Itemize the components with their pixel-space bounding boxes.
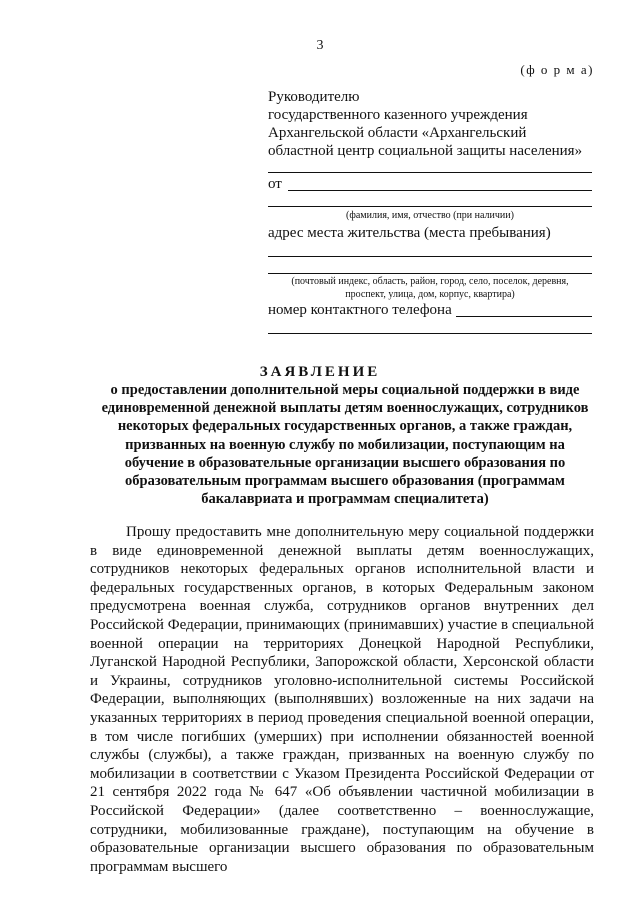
address-field-line[interactable] <box>268 273 592 274</box>
phone-label: номер контактного телефона <box>268 302 452 318</box>
from-label: от <box>268 176 282 192</box>
address-caption: проспект, улица, дом, корпус, квартира) <box>345 289 515 300</box>
addressee-block <box>268 88 594 160</box>
form-mark: (ф о р м а) <box>520 62 594 77</box>
address-label: адрес места жительства (места пребывания) <box>268 225 551 241</box>
name-field-line[interactable] <box>268 206 592 207</box>
phone-field-line[interactable] <box>268 333 592 334</box>
addressee-line: Архангельской области «Архангельский <box>268 125 527 141</box>
name-caption: (фамилия, имя, отчество (при наличии) <box>346 210 514 221</box>
address-caption: (почтовый индекс, область, район, город, село, поселок, деревня, <box>291 276 569 287</box>
statement-title: ЗАЯВЛЕНИЕ <box>259 364 381 380</box>
blank-line <box>268 172 592 173</box>
addressee-line: государственного казенного учреждения <box>268 107 528 123</box>
phone-field-line[interactable] <box>456 316 592 317</box>
statement-body: Прошу предоставить мне дополнительную меру социальной поддержки в виде единовременной денежной выплаты детям военнослужащих, сотрудников некоторых федеральных органов исполнительной власти и федеральных государственных органов, в которых Федеральным законом предусмотрена военная служба, сотрудников органов внутренних дел Российской Федерации, принимающих (принимавших) участие в специальной военной операции на территориях Донецкой Народной Республики, Луганской Народной Республики, Запорожской области, Херсонской области и Украины, сотрудников уголовно-исполнительной системы Российской Федерации, выполняющих (выполнявших) возложенные на них задачи на указанных территориях в период проведения специальной военной операции, в том числе погибших (умерших) при исполнении обязанностей военной службы (службы), а также граждан, призванных на военную службу по мобилизации в соответствии с Указом Президента Российской Федерации от 21 сентября 2022 года № 647 «Об объявлении частичной мобилизации в Российской Федерации» (далее соответственно – военнослужащие, сотрудники, мобилизованные граждане), поступающим на обучение в образовательные организации высшего образования по образовательным программам высшего <box>90 524 594 875</box>
from-field-line[interactable] <box>288 190 592 191</box>
page-number: 3 <box>316 38 324 53</box>
statement-subtitle: о предоставлении дополнительной меры социальной поддержки в виде единовременной денежной выплаты детям военнослужащих, сотрудников некоторых федеральных государственных органов, а также граждан, призванных на военную службу по мобилизации, поступающим на обучение в образовательные организации высшего образования по образовательным программам высшего образования (программам бакалавриата и программам специалитета) <box>101 382 589 508</box>
addressee-line: областной центр социальной защиты населения» <box>268 143 583 159</box>
address-field-line[interactable] <box>268 256 592 257</box>
addressee-line: Руководителю <box>268 89 360 105</box>
